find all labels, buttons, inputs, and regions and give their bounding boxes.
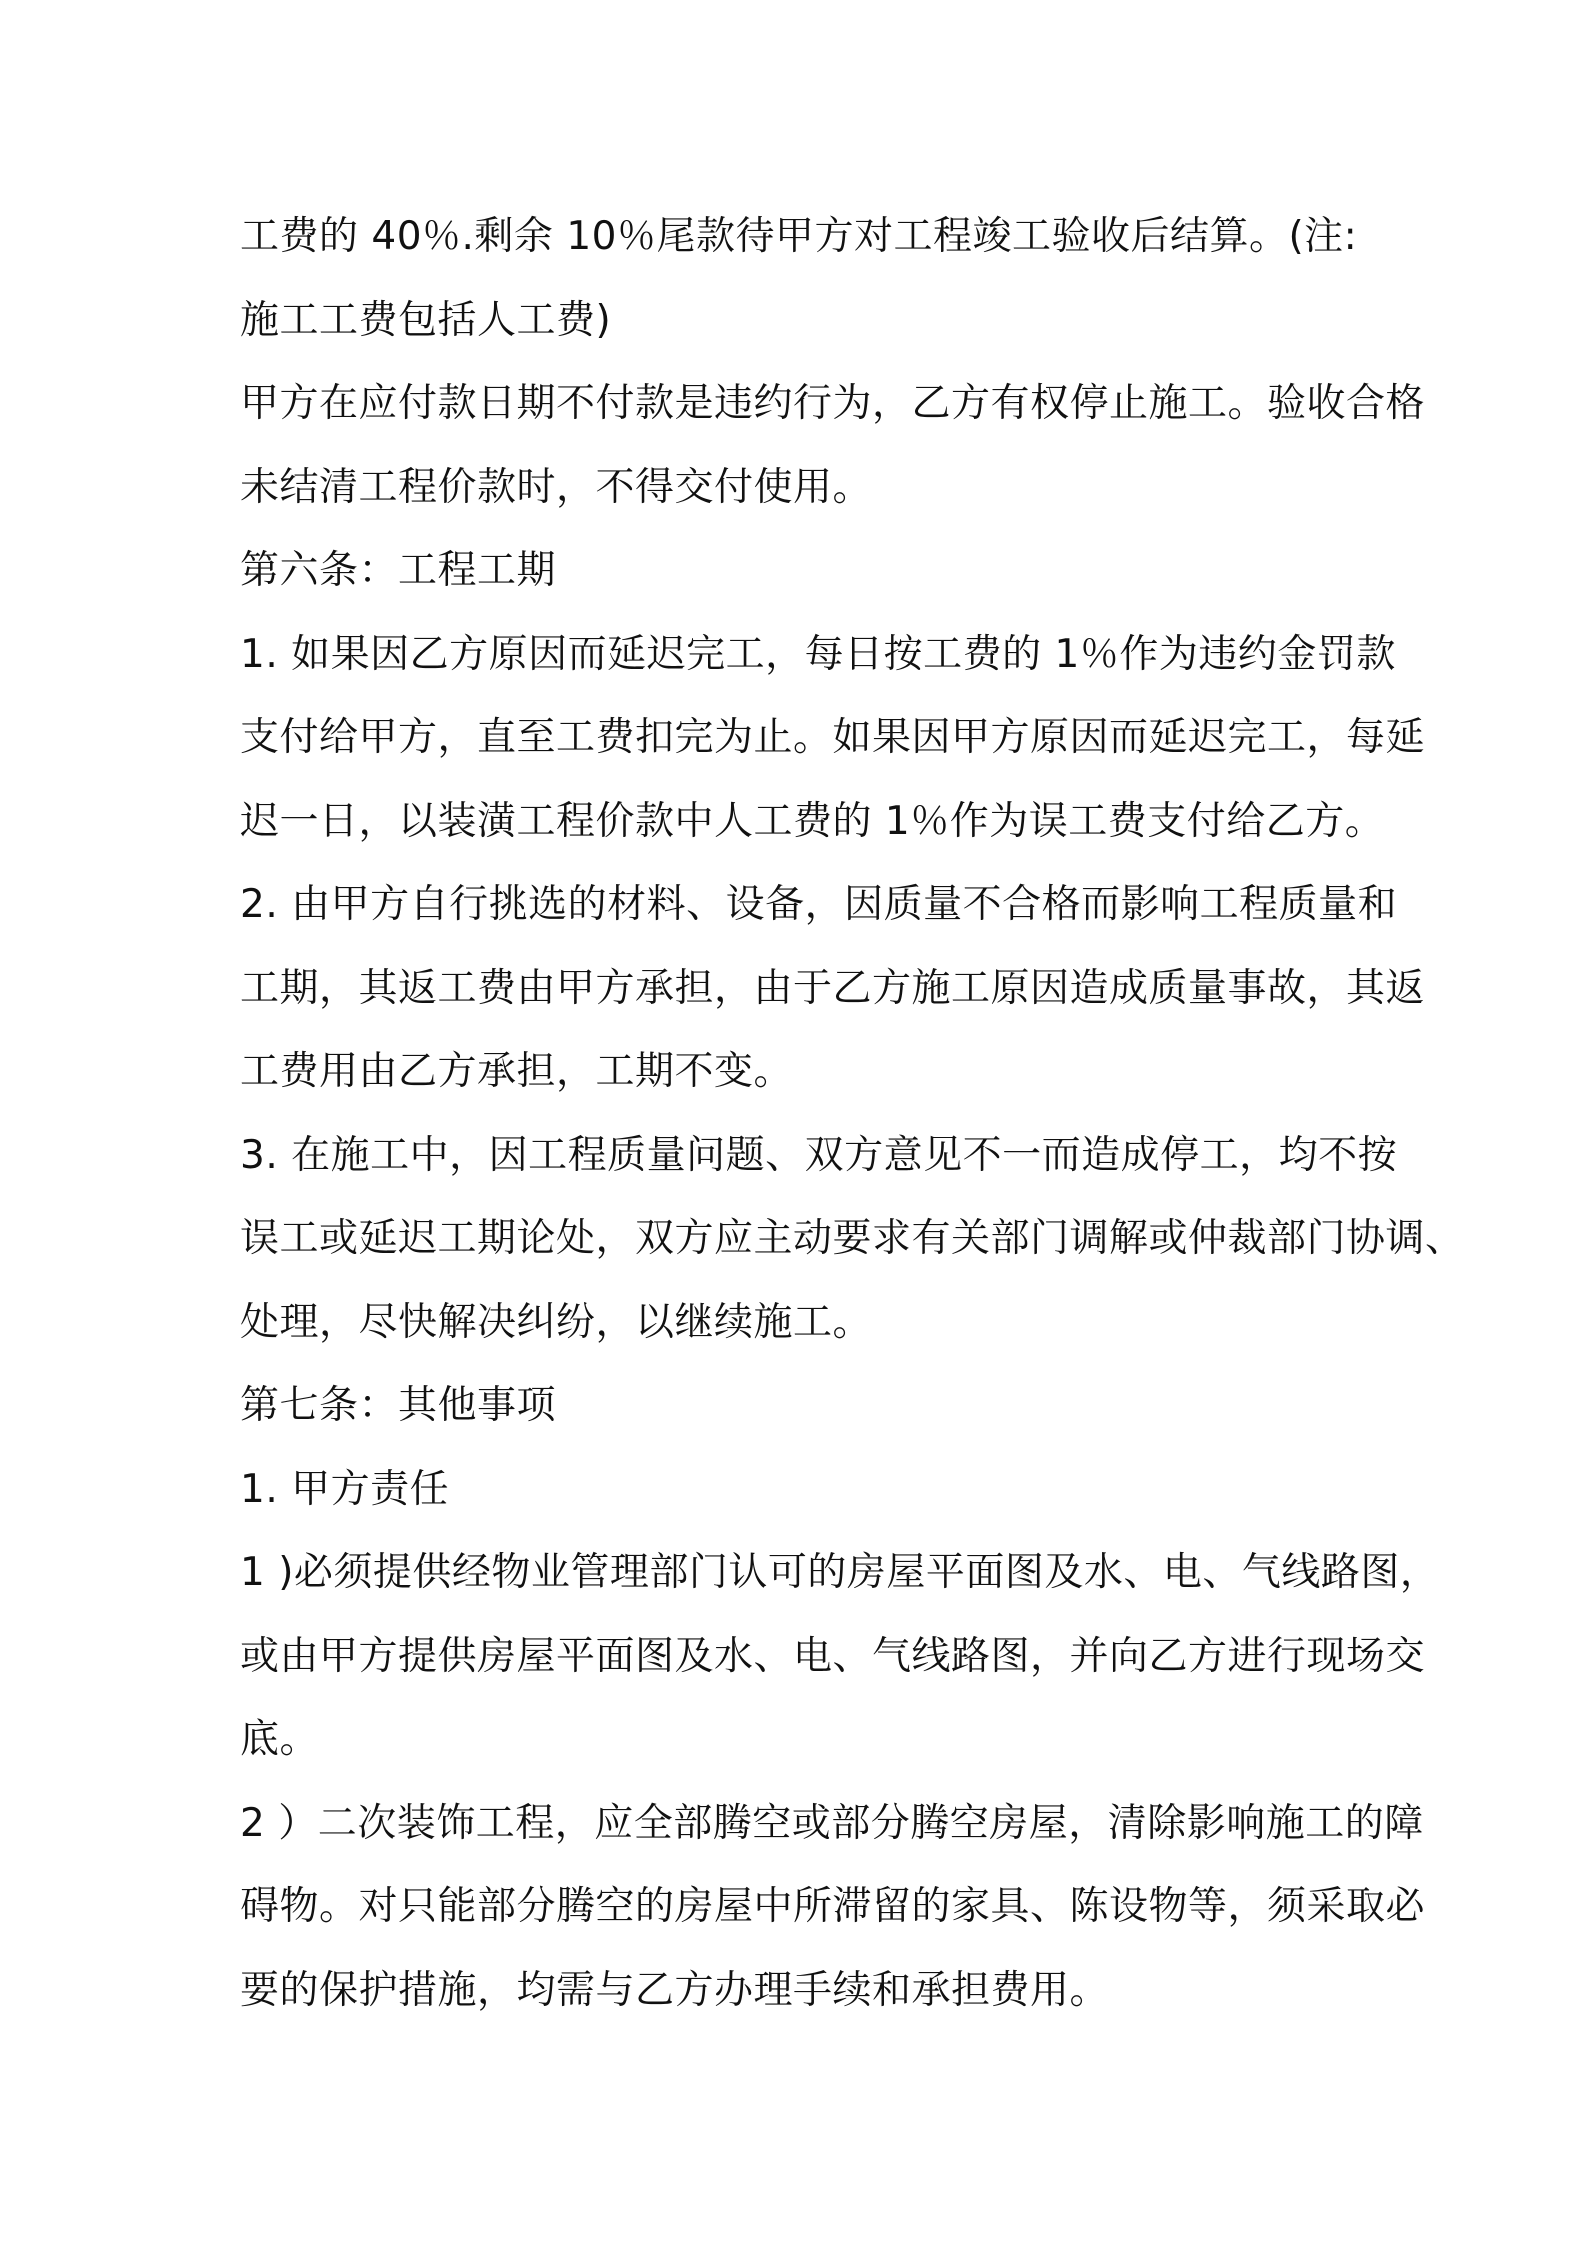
text-line: 1. 如果因乙方原因而延迟完工，每日按工费的 1％作为违约金罚款	[240, 631, 1396, 677]
text-line: 2 ）二次装饰工程，应全部腾空或部分腾空房屋，清除影响施工的障	[240, 1800, 1424, 1846]
text-line: 2. 由甲方自行挑选的材料、设备，因质量不合格而影响工程质量和	[240, 882, 1398, 927]
section-heading: 第六条：工程工期	[240, 548, 557, 593]
text-line: 工费用由乙方承担，工期不变。	[240, 1049, 794, 1094]
text-line: 1 )必须提供经物业管理部门认可的房屋平面图及水、电、气线路图，	[240, 1550, 1440, 1595]
text-line: 要的保护措施，均需与乙方办理手续和承担费用。	[240, 1967, 1110, 2013]
text-line: 施工工费包括人工费)	[240, 297, 612, 343]
text-line: 误工或延迟工期论处，双方应主动要求有关部门调解或仲裁部门协调、	[240, 1216, 1465, 1261]
text-line: 处理，尽快解决纠纷，以继续施工。	[240, 1299, 873, 1345]
text-line: 碍物。对只能部分腾空的房屋中所滞留的家具、陈设物等，须采取必	[240, 1884, 1426, 1929]
text-line: 迟一日，以装潢工程价款中人工费的 1％作为误工费支付给乙方。	[240, 798, 1385, 844]
text-line: 甲方在应付款日期不付款是违约行为，乙方有权停止施工。验收合格	[240, 381, 1426, 426]
text-line: 支付给甲方，直至工费扣完为止。如果因甲方原因而延迟完工，每延	[240, 715, 1426, 760]
section-heading: 第七条：其他事项	[240, 1383, 557, 1428]
text-line: 工期，其返工费由甲方承担，由于乙方施工原因造成质量事故，其返	[240, 965, 1426, 1011]
text-line: 3. 在施工中，因工程质量问题、双方意见不一而造成停工，均不按	[240, 1132, 1398, 1178]
document-body	[240, 195, 1465, 2032]
sub-heading: 1. 甲方责任	[240, 1466, 450, 1512]
text-line: 工费的 40％.剩余 10％尾款待甲方对工程竣工验收后结算。(注:	[240, 214, 1358, 259]
text-line: 未结清工程价款时，不得交付使用。	[240, 464, 873, 510]
text-line: 或由甲方提供房屋平面图及水、电、气线路图，并向乙方进行现场交	[240, 1633, 1426, 1679]
text-line: 底。	[240, 1717, 320, 1762]
